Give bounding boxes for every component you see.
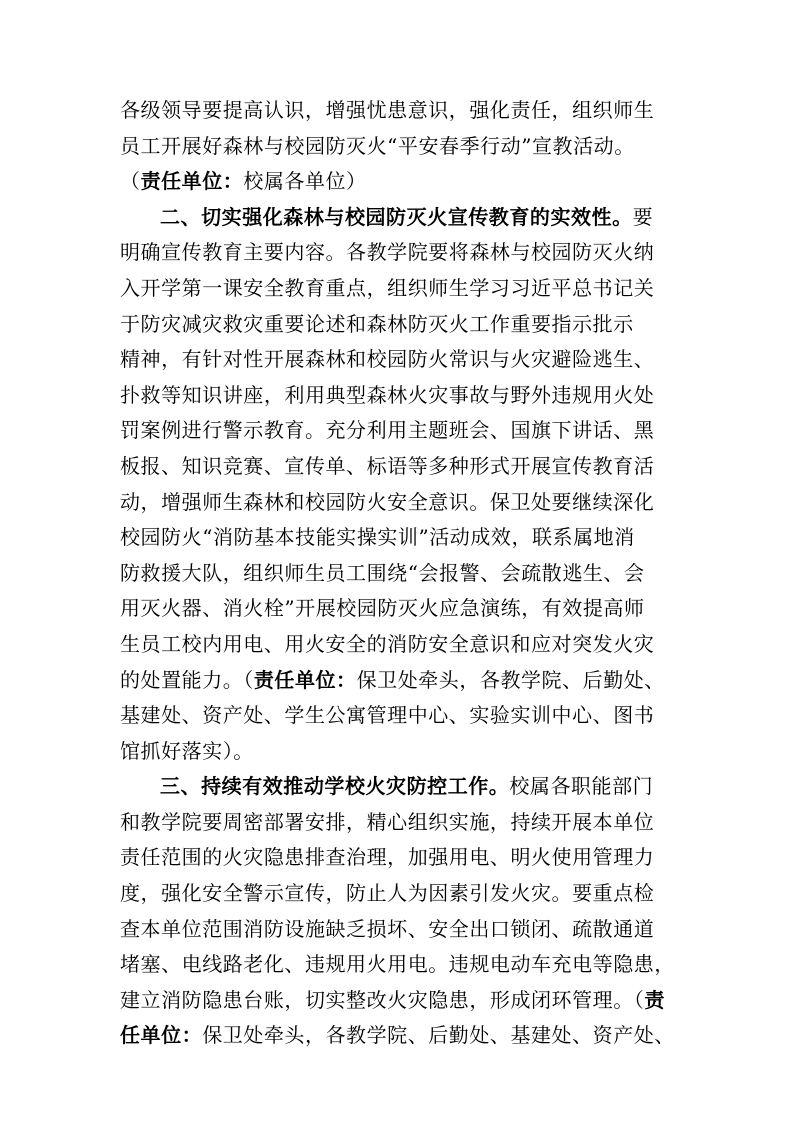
text-run: 动，增强师生森林和校园防火安全意识。保卫处要继续深化 [120,489,655,514]
text-line [120,449,680,485]
text-run: 罚案例进行警示教育。充分利用主题班会、国旗下讲话、黑 [120,418,655,443]
text-run: 扑救等知识讲座，利用典型森林火灾事故与野外违规用火处 [120,382,655,407]
text-line [120,235,680,271]
text-run: 建立消防隐患台账，切实整改火灾隐患，形成闭环管理。（ [120,987,645,1012]
text-line [120,129,680,165]
text-run: 员工开展好森林与校园防灭火“平安春季行动”宣教活动。 [120,133,635,158]
text-line [120,805,680,841]
body-text [120,93,680,1054]
text-line [120,734,680,770]
text-run: 精神，有针对性开展森林和校园防火常识与火灾避险逃生、 [120,347,655,372]
text-line [120,271,680,307]
text-line [120,983,680,1019]
text-line [120,485,680,521]
text-line [120,1018,680,1054]
text-run: 堵塞、电线路老化、违规用火用电。违规电动车充电等隐患， [120,952,675,977]
text-run: 校属各职能部门 [509,774,654,799]
bold-text-run: 任单位： [120,1023,203,1048]
text-run: 的处置能力。（ [120,667,254,692]
text-line [120,413,680,449]
bold-text-run: 二、切实强化森林与校园防灭火宣传教育的实效性。 [160,204,633,229]
text-line [120,698,680,734]
text-line [120,93,680,129]
text-line [120,876,680,912]
text-run: 查本单位范围消防设施缺乏损坏、安全出口锁闭、疏散通道 [120,916,655,941]
text-run: 各级领导要提高认识，增强忧患意识，强化责任，组织师生 [120,98,655,122]
text-run: 保卫处牵头，各教学院、后勤处、 [356,667,665,692]
bold-text-run: 三、持续有效推动学校火灾防控工作。 [160,774,510,799]
text-run: 责任范围的火灾隐患排查治理，加强用电、明火使用管理力 [120,845,655,870]
text-run: 于防灾减灾救灾重要论述和森林防灭火工作重要指示批示 [120,311,634,336]
bold-text-run: 责任单位： [253,667,357,692]
text-run: 板报、知识竞赛、宣传单、标语等多种形式开展宣传教育活 [120,453,655,478]
bold-text-run: 责任单位： [140,169,244,194]
text-line [120,912,680,948]
text-run: 和教学院要周密部署安排，精心组织实施，持续开展本单位 [120,809,655,834]
text-line [120,591,680,627]
text-run: 入开学第一课安全教育重点，组织师生学习习近平总书记关 [120,275,655,300]
text-line [120,378,680,414]
bold-text-run: 责 [644,987,665,1012]
text-line [120,164,680,200]
text-line [120,342,680,378]
text-line [120,556,680,592]
text-run: 度，强化安全警示宣传，防止人为因素引发火灾。要重点检 [120,881,655,906]
text-line [120,769,680,805]
text-line [120,307,680,343]
text-run: 生员工校内用电、用火安全的消防安全意识和应对突发火灾 [120,631,655,656]
text-line [120,200,680,236]
text-line [120,840,680,876]
text-run: 明确宣传教育主要内容。各教学院要将森林与校园防灭火纳 [120,240,655,265]
text-run: 保卫处牵头，各教学院、后勤处、基建处、资产处、 [202,1023,675,1048]
text-line [120,947,680,983]
text-run: 校园防火“消防基本技能实操实训”活动成效，联系属地消 [120,525,635,550]
text-line [120,627,680,663]
text-run: 用灭火器、消火栓”开展校园防灭火应急演练，有效提高师 [120,596,645,621]
text-run: 馆抓好落实）。 [120,738,254,763]
text-run: （ [120,169,141,194]
text-run: 要 [632,204,654,229]
text-run: 防救援大队，组织师生员工围绕“会报警、会疏散逃生、会 [120,560,645,585]
text-line [120,520,680,556]
text-line [120,663,680,699]
text-run: 校属各单位） [243,169,367,194]
text-run: 基建处、资产处、学生公寓管理中心、实验实训中心、图书 [120,703,655,728]
